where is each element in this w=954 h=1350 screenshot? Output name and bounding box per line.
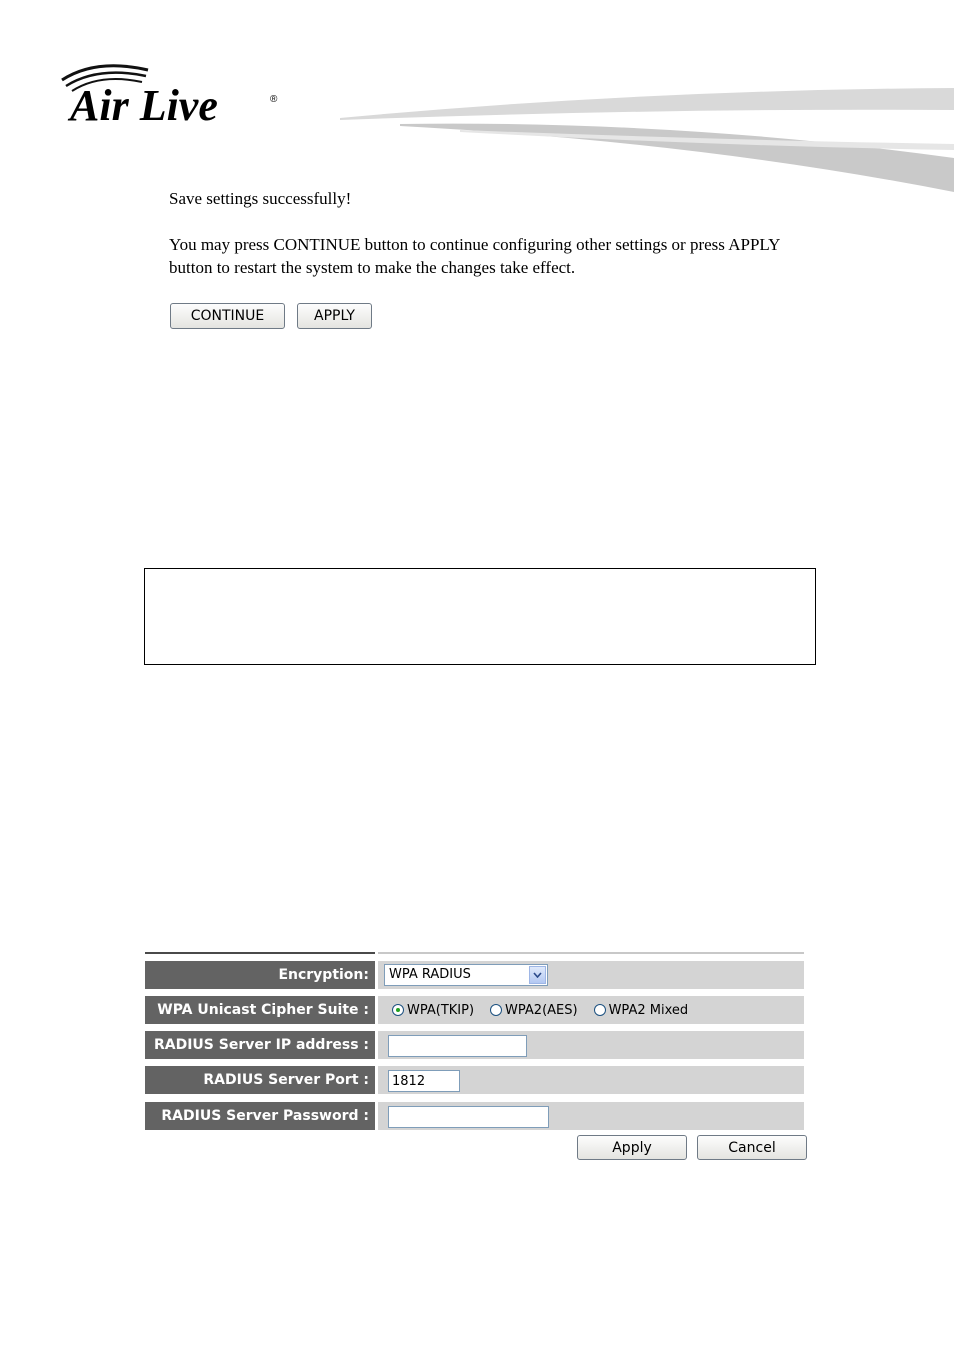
radius-ip-value-cell xyxy=(378,1031,804,1059)
radius-password-input[interactable] xyxy=(388,1106,549,1128)
radius-port-value-cell xyxy=(378,1066,804,1094)
radius-port-input[interactable] xyxy=(388,1070,460,1092)
encryption-select[interactable] xyxy=(384,964,548,986)
cipher-suite-value-cell xyxy=(378,996,804,1024)
svg-text:®: ® xyxy=(270,94,278,105)
radio-wpa-tkip-label: WPA(TKIP) xyxy=(407,1002,475,1018)
radius-ip-label: RADIUS Server IP address : xyxy=(145,1031,375,1059)
apply-button[interactable]: Apply xyxy=(577,1135,687,1160)
radio-wpa-tkip[interactable] xyxy=(392,1003,474,1018)
radius-port-label: RADIUS Server Port : xyxy=(145,1066,375,1094)
radio-checked-icon[interactable] xyxy=(392,1004,404,1016)
apply-restart-button[interactable]: APPLY xyxy=(297,303,372,329)
save-success-message: Save settings successfully! xyxy=(169,189,352,208)
radius-ip-row xyxy=(145,1031,804,1059)
radius-password-row xyxy=(145,1102,804,1130)
continue-button[interactable]: CONTINUE xyxy=(170,303,285,329)
radius-password-value-cell xyxy=(378,1102,804,1130)
form-top-divider-right xyxy=(378,952,804,954)
cipher-suite-label: WPA Unicast Cipher Suite : xyxy=(145,996,375,1024)
radio-wpa2-mixed[interactable] xyxy=(594,1003,689,1018)
form-top-divider-left xyxy=(145,952,375,954)
cipher-suite-row xyxy=(145,996,804,1024)
encryption-selected-value: WPA RADIUS xyxy=(389,967,471,982)
cipher-suite-radio-group xyxy=(392,996,704,1024)
radio-unchecked-icon[interactable] xyxy=(594,1004,606,1016)
radius-ip-input[interactable] xyxy=(388,1035,527,1057)
radio-wpa2-aes-label: WPA2(AES) xyxy=(505,1002,578,1018)
airlive-logo xyxy=(56,58,296,130)
encryption-label: Encryption: xyxy=(145,961,375,989)
svg-text:Air Live: Air Live xyxy=(70,81,218,130)
encryption-row xyxy=(145,961,804,989)
header-swoosh xyxy=(340,80,954,210)
note-box xyxy=(144,568,816,665)
cancel-button[interactable]: Cancel xyxy=(697,1135,807,1160)
radius-password-label: RADIUS Server Password : xyxy=(145,1102,375,1130)
encryption-value-cell xyxy=(378,961,804,989)
radio-unchecked-icon[interactable] xyxy=(490,1004,502,1016)
radio-wpa2-mixed-label: WPA2 Mixed xyxy=(608,1002,689,1018)
radius-port-row xyxy=(145,1066,804,1094)
chevron-down-icon[interactable] xyxy=(529,966,546,984)
restart-instructions: You may press CONTINUE button to continue configuring other settings or press APPLY button to restart the system to make the changes take effect. xyxy=(169,235,780,277)
radio-wpa2-aes[interactable] xyxy=(490,1003,578,1018)
